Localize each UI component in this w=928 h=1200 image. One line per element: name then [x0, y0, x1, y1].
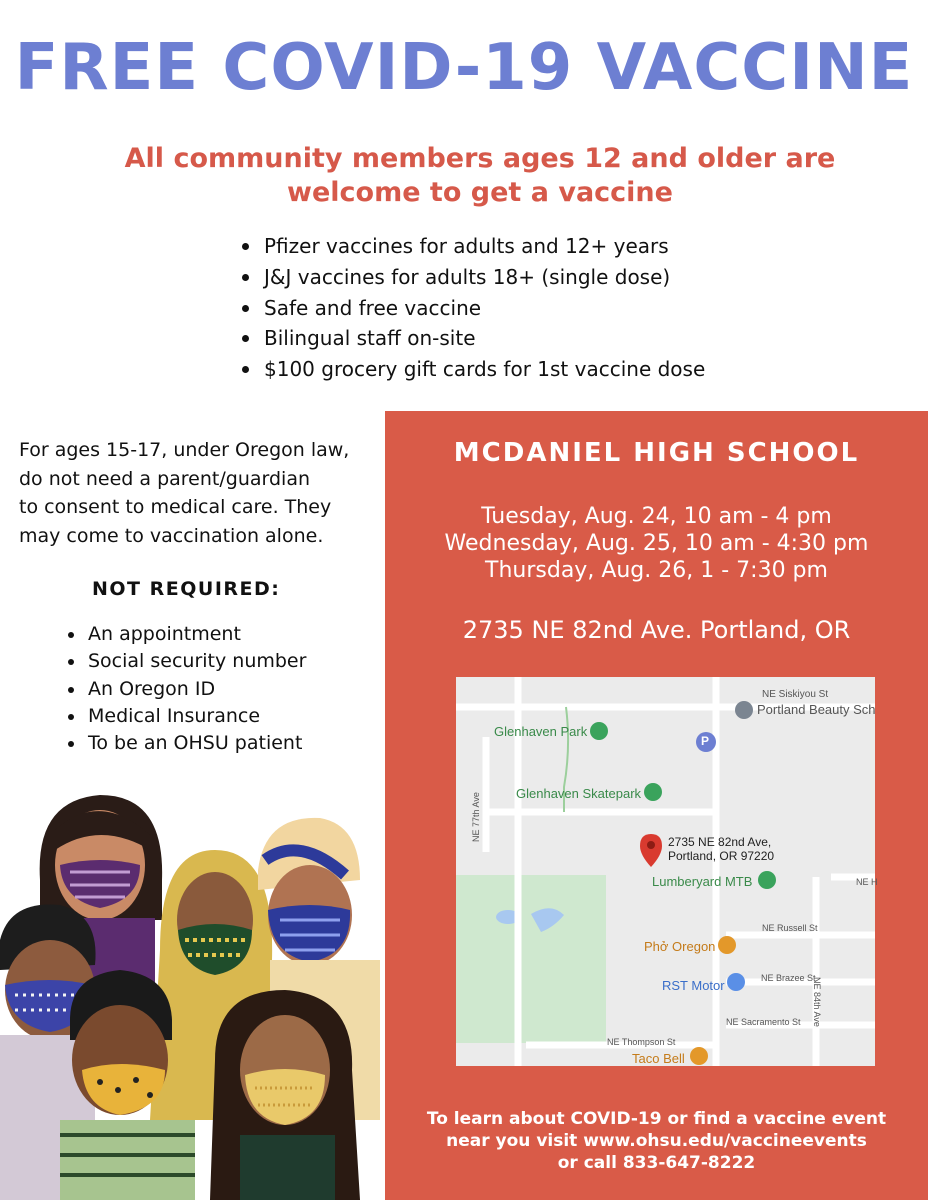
map-street-label: NE Brazee St	[761, 973, 816, 983]
map-pin-address-line: 2735 NE 82nd Ave,	[668, 835, 772, 849]
footer-line: To learn about COVID-19 or find a vaccine event	[426, 1109, 887, 1129]
map-street-label: NE Thompson St	[607, 1037, 676, 1047]
map-poi-label: Glenhaven Park	[494, 724, 588, 739]
consent-note-line: may come to vaccination alone.	[19, 524, 324, 547]
not-required-list	[68, 621, 306, 757]
masked-people-illustration	[0, 790, 385, 1200]
skatepark-marker	[644, 783, 662, 801]
event-panel	[385, 411, 928, 1200]
feature-item: J&J vaccines for adults 18+ (single dose)	[242, 262, 705, 293]
not-required-item: Social security number	[68, 648, 306, 675]
map-poi-label: RST Motor	[662, 978, 725, 993]
subtitle	[60, 142, 900, 210]
footer-line: or call 833-647-8222	[557, 1153, 756, 1173]
not-required-item: An Oregon ID	[68, 676, 306, 703]
map-street-label: NE Russell St	[762, 923, 818, 933]
event-date: Wednesday, Aug. 25, 10 am - 4:30 pm	[444, 531, 869, 556]
feature-item: $100 grocery gift cards for 1st vaccine dose	[242, 354, 705, 385]
consent-note-line: For ages 15-17, under Oregon law,	[19, 439, 350, 461]
lumberyard-marker	[758, 871, 776, 889]
map-street-label: NE Siskiyou St	[762, 689, 829, 700]
page-title: FREE COVID-19 VACCINE	[14, 31, 914, 105]
not-required-heading: NOT REQUIRED:	[92, 578, 281, 600]
feature-item: Safe and free vaccine	[242, 293, 705, 324]
rst-motor-marker	[727, 973, 745, 991]
map-street-label: NE H	[856, 877, 878, 887]
park-marker	[590, 722, 608, 740]
person-illustration	[210, 990, 360, 1200]
map-street-label: NE 84th Ave	[812, 977, 822, 1027]
map-street-label: NE Sacramento St	[726, 1017, 801, 1027]
subtitle-line-1: All community members ages 12 and older are	[124, 143, 836, 174]
consent-note	[19, 436, 379, 550]
consent-note-line: to consent to medical care. They	[19, 496, 332, 518]
map-poi-label: Taco Bell	[632, 1051, 685, 1066]
beauty-school-marker	[735, 701, 753, 719]
feature-item: Pfizer vaccines for adults and 12+ years	[242, 231, 705, 262]
map-poi-label: Lumberyard MTB	[652, 874, 753, 889]
event-date: Tuesday, Aug. 24, 10 am - 4 pm	[481, 504, 832, 529]
event-dates	[385, 503, 928, 584]
map-poi-label: Glenhaven Skatepark	[516, 786, 642, 801]
feature-item: Bilingual staff on-site	[242, 323, 705, 354]
location-map	[456, 677, 878, 1066]
subtitle-line-2: welcome to get a vaccine	[287, 177, 673, 208]
map-pin-address-line: Portland, OR 97220	[668, 849, 775, 863]
map-street-label: NE 77th Ave	[471, 792, 481, 842]
map-poi-label: Portland Beauty Sch	[757, 702, 876, 717]
footer-info	[385, 1108, 928, 1174]
footer-line: near you visit www.ohsu.edu/vaccineevents	[446, 1131, 867, 1151]
pho-oregon-marker	[718, 936, 736, 954]
taco-bell-marker	[690, 1047, 708, 1065]
parking-icon: P	[701, 734, 710, 748]
event-date: Thursday, Aug. 26, 1 - 7:30 pm	[485, 558, 828, 583]
event-address: 2735 NE 82nd Ave. Portland, OR	[462, 616, 851, 644]
feature-list	[242, 231, 705, 385]
event-location-name: MCDANIEL HIGH SCHOOL	[453, 438, 860, 468]
location-pin-icon	[640, 834, 662, 867]
map-poi-label: Phở Oregon	[644, 939, 716, 954]
not-required-item: An appointment	[68, 621, 306, 648]
not-required-item: Medical Insurance	[68, 703, 306, 730]
not-required-item: To be an OHSU patient	[68, 730, 306, 757]
consent-note-line: do not need a parent/guardian	[19, 467, 311, 490]
